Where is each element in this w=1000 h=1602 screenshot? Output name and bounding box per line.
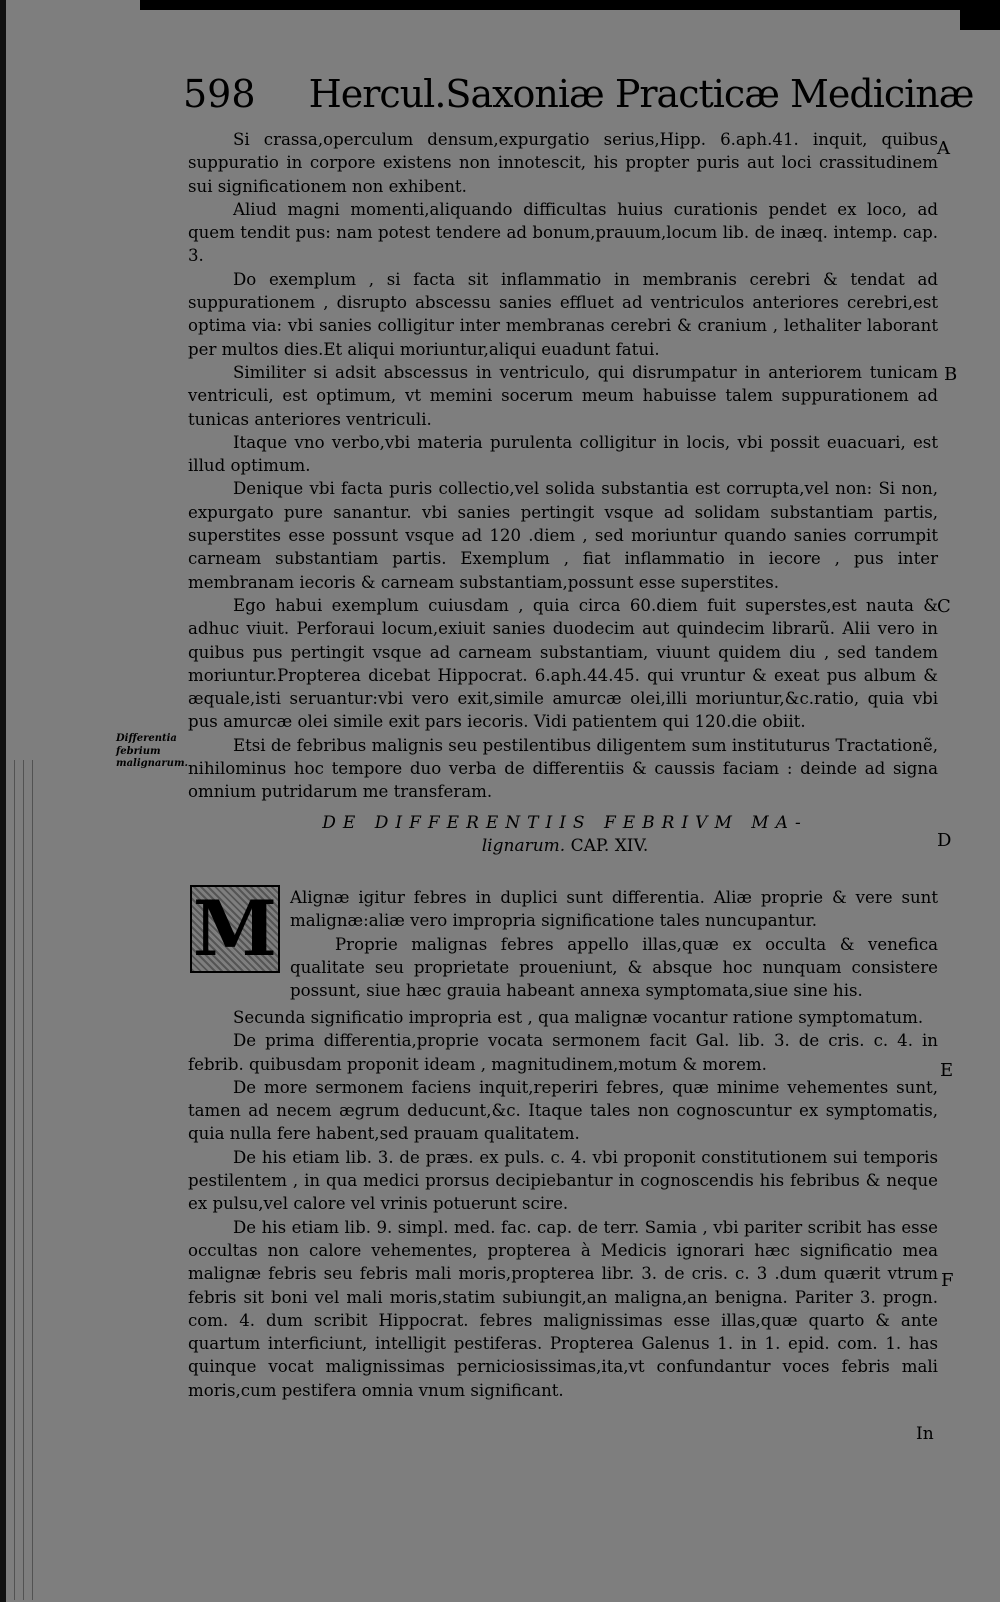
top-corner-shadow xyxy=(960,0,1000,30)
running-title: Hercul.Saxoniæ Practicæ Medicinæ xyxy=(308,72,974,116)
margin-letter-b: B xyxy=(944,364,958,385)
top-scan-border xyxy=(140,0,1000,10)
text-column-lower xyxy=(188,1006,938,1402)
margin-letter-c: C xyxy=(937,596,951,617)
margin-letter-a: A xyxy=(937,138,950,159)
paragraph: Do exemplum , si facta sit inflammatio in membranis cerebri & tendat ad suppurationem , disrupto abscessu sanies effluet ad ventriculos anteriores cerebri,est optima via: vbi sanies colligitur inter membranas cerebri & cranium , lethaliter laborant per multos dies.Et aliqui moriuntur,aliqui euadunt fatui. xyxy=(188,269,938,359)
paragraph: Etsi de febribus malignis seu pestilentibus diligentem sum instituturus Tractationẽ, nihilominus hoc tempore duo verba de differentiis & caussis faciam : deinde ad signa omnium putridarum me transferam. xyxy=(188,735,938,802)
paragraph: Itaque vno verbo,vbi materia purulenta colligitur in locis, vbi possit euacuari, est illud optimum. xyxy=(188,432,938,476)
paragraph: Similiter si adsit abscessus in ventriculo, qui disrumpatur in anteriorem tunicam ventriculi, est optimum, vt memini socerum meum habuisse talem suppurationem ad tunicas anteriores ventriculi. xyxy=(188,362,938,429)
page-header xyxy=(183,72,974,122)
catchword: In xyxy=(916,1424,934,1444)
paragraph: Ego habui exemplum cuiusdam , quia circa 60.diem fuit superstes,est nauta & adhuc viuit. Perforaui locum,exiuit sanies duodecim aut quindecim librarũ. Alii vero in quibus pus pertingit vsque ad carneam substantiam, viuunt quidem diu , sed tandem moriuntur.Propterea dicebat Hippocrat. 6.aph.44.45. qui vruntur & exeat pus album & æquale,isti seruantur:vbi vero exit,simile amurcæ olei,illi moriuntur,&c.ratio, quia vbi pus amurcæ olei simile exit pars iecoris. Vidi patientem qui 120.die obiit. xyxy=(188,595,938,732)
margin-letter-f: F xyxy=(941,1270,954,1291)
chapter-number: CAP. XIV. xyxy=(570,836,649,856)
paragraph: De his etiam lib. 3. de præs. ex puls. c. 4. vbi proponit constitutionem sui temporis pestilentem , in qua medici prorsus decipiebantur in cognoscendis his febribus & neque ex pulsu,vel calore vel vrinis potuerunt scire. xyxy=(188,1147,938,1214)
chapter-title-line1: DE DIFFERENTIIS FEBRIVM MA- xyxy=(322,813,808,833)
paragraph: Alignæ igitur febres in duplici sunt differentia. Aliæ proprie & vere sunt malignæ:aliæ vero impropria significatione tales nuncupantur. xyxy=(290,888,938,931)
paragraph: Si crassa,operculum densum,expurgatio serius,Hipp. 6.aph.41. inquit, quibus suppuratio in corpore existens non innotescit, his propter puris aut loci crassitudinem sui significationem non exhibent. xyxy=(188,130,938,196)
paragraph: Denique vbi facta puris collectio,vel solida substantia est corrupta,vel non: Si non, expurgato pure sanantur. vbi sanies pertingit vsque ad solidam substantiam partis, superstites esse possunt vsque ad 120 .diem , sed moriuntur quando sanies corrumpit carneam substantiam partis. Exemplum , fiat inflammatio in iecore , pus inter membranam iecoris & carneam substantiam,possunt esse superstites. xyxy=(188,479,938,592)
paragraph: Proprie malignas febres appello illas,quæ ex occulta & venefica qualitate seu proprietate proueniunt, & absque hoc nunquam consistere possunt, siue hæc grauia habeant annexa symptomata,siue sine his. xyxy=(290,934,938,1001)
chapter-title-line2: lignarum. xyxy=(481,836,566,856)
left-scan-edge xyxy=(0,0,6,1602)
text-column-lower-beside-initial xyxy=(290,886,938,1002)
paragraph: De more sermonem faciens inquit,reperiri febres, quæ minime vehementes sunt, tamen ad necem ægrum deducunt,&c. Itaque tales non cognoscuntur ex symptomatis, quia nulla fere habent,sed prauam qualitatem. xyxy=(188,1077,938,1144)
chapter-heading xyxy=(190,812,940,858)
margin-letter-d: D xyxy=(937,830,952,851)
paragraph: Secunda significatio impropria est , qua malignæ vocantur ratione symptomatum. xyxy=(233,1008,924,1027)
page-number: 598 xyxy=(183,72,256,116)
side-note: Differentia febrium malignarum. xyxy=(116,733,189,769)
text-column-upper xyxy=(188,128,938,804)
paragraph: De his etiam lib. 9. simpl. med. fac. cap. de terr. Samia , vbi pariter scribit has esse occultas non calore vehementes, propterea à Medicis ignorari hæc significatio mea malignæ febris seu febris mali moris,propterea libr. 3. de cris. c. 3 .dum quærit vtrum febris sit boni vel mali moris,statim subiungit,an maligna,an benigna. Pariter 3. progn. com. 4. dum scribit Hippocrat. febres malignissimas esse illas,quæ quarto & ante quartum interficiunt, intelligit pestiferas. Propterea Galenus 1. in 1. epid. com. 1. has quinque vocat malignissimas perniciosissimas,ita,vt confundantur voces febris mali moris,cum pestifera omnia vnum significant. xyxy=(188,1217,938,1400)
binding-gutter xyxy=(10,760,38,1600)
margin-letter-e: E xyxy=(940,1060,954,1081)
paragraph: De prima differentia,proprie vocata sermonem facit Gal. lib. 3. de cris. c. 4. in febrib. quibusdam proponit ideam , magnitudinem,motum & morem. xyxy=(188,1031,938,1074)
paragraph: Aliud magni momenti,aliquando difficultas huius curationis pendet ex loco, ad quem tendit pus: nam potest tendere ad bonum,prauum,locum lib. de inæq. intemp. cap. 3. xyxy=(188,199,938,266)
decorated-initial: M xyxy=(190,885,280,973)
